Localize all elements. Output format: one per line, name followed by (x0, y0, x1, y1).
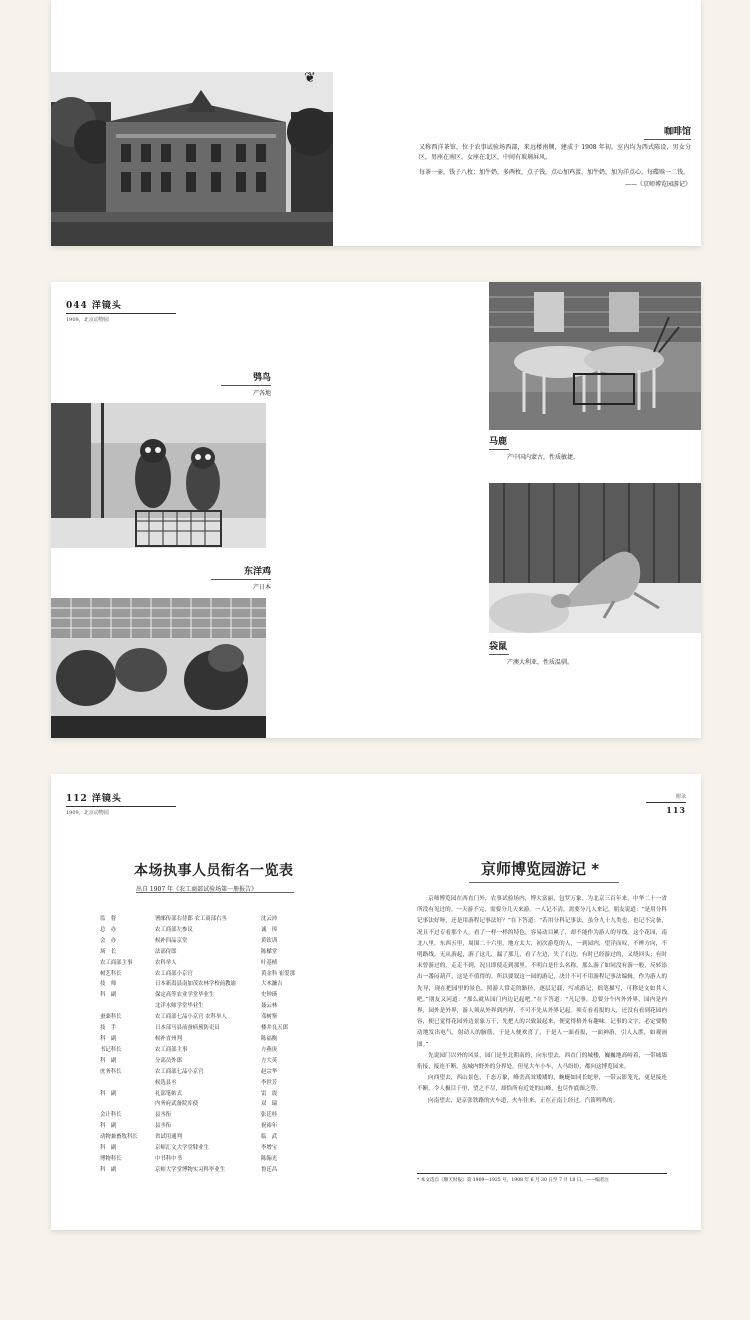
spread-cafe (51, 0, 701, 246)
staff-row (100, 1165, 321, 1176)
staff-rank: 保定高等农业学堂毕业生 (155, 992, 215, 999)
staff-rank: 日本部马县前蚕病预防吏员 (155, 1025, 220, 1032)
staff-name: 鲁廷昌 (261, 1166, 278, 1173)
staff-name: 诚 璋 (261, 926, 278, 933)
staff-position: 场 长 (100, 948, 117, 955)
caption-text: 产中国内蒙古，性质敏捷。 (507, 454, 580, 461)
staff-name: 黄金科 崔爱那 (261, 970, 296, 977)
staff-position: 科 副 (100, 1123, 117, 1130)
staff-list-subtitle: 出自 1907 年《农工商部试验场第一册报告》 (136, 886, 258, 893)
staff-position: 技 师 (100, 981, 117, 988)
caption-rule (221, 385, 271, 386)
page-header-left (66, 298, 176, 323)
essay-paragraph: 向南望去，是京张铁路的火车道，火车往来，正在正南上经过，汽笛鸣鸣的。 (428, 1097, 619, 1104)
staff-name: 黄钦训 (261, 937, 278, 944)
staff-name: 双 瑞 (261, 1101, 278, 1108)
staff-row (100, 914, 321, 925)
staff-position: 科 副 (100, 1090, 117, 1097)
corner-flourish-icon: ❦ (304, 70, 316, 86)
caption-text: 产日本 (252, 584, 271, 591)
staff-rank: 分部员外郎 (155, 1057, 182, 1064)
staff-name: 邓树鉴 (261, 1014, 278, 1021)
staff-rank: 县丞衔 (155, 1123, 172, 1130)
caption-rule (644, 139, 691, 140)
staff-rank: 日本新潟县南加茂农林学校前教谕 (155, 981, 236, 988)
staff-position: 蚕桑科长 (100, 1014, 122, 1021)
staff-rank: 礼部笔帖式 (155, 1090, 182, 1097)
page-header-left (66, 791, 176, 816)
caption-title: 袋鼠 (489, 642, 508, 652)
page-subtitle: 1909，北京动物园 (66, 810, 109, 816)
staff-rank: 京师大学堂博物实习科毕业生 (155, 1166, 226, 1173)
staff-name: 大木濂吉 (261, 981, 283, 988)
staff-row (100, 1001, 321, 1012)
staff-row (100, 1132, 321, 1143)
staff-rank: 署邮传部右侍郎 农工商部右丞 (155, 916, 227, 922)
staff-rank: 农工商部主事 (155, 1046, 188, 1053)
staff-rank: 农科举人 (155, 959, 177, 966)
staff-position: 会计科长 (100, 1112, 122, 1119)
caption-text: 产各地 (252, 390, 271, 397)
staff-name: 史钟瑛 (261, 992, 278, 999)
caption-paragraph: 每茶一壶，钱子八枚；加牛奶，多两枚，点子钱，点心加鸡蛋、加牛奶，加为洋点心，每碟赎一二钱。 (419, 169, 690, 177)
photo-deer (489, 282, 701, 430)
cafe-caption (419, 124, 691, 189)
essay-paragraph: 京师博览园在西直门外，农事试验场内，博大富丽，包罗万象，为北京三百年来，中华二十一省所没有见过的。一天游不完，需要分几天来游。一人记不清，需要分几人来记。朋友说道：“是用分科记事法好呀，还是用游程记事法好？”在下答道：“若用分科记事法，虽分九十九类也，也记不完备，况且不过专看那个人，看了一样一样的特色，容易动目累了，却不能作为游人的导线。这个花园，南北八里，东西五里，周围二十六里，地方太大，初次游览的人，一到园内，望洋而叹，不辨方向，不明路线，无从游起，游了这儿，漏了那儿，看了左边，失了右边，有时已经游过的，又绕回头；有时未曾游过的，走走不到，况且即使走到那里，不明白是什么名称，那么游了如同没有游一般，反转添出一番闷葫芦，这是不值得的。所以要叙这一园的游记，决计不可不用游程记事法编辑，作为游人的先导，现在把园里的景色，照游人常走的路径，逐层记载，写成游记，拙笔描写，可称是文如其人吧。”朋友又问道：“那么就从园门内边记起吧。”在下答道：“凡记事，总要分个内外外界，园内是内界，园外是外界，游人须从外界到内界，不可不先从外界记起。须专看看报的人，还没有看到花园内容，便已觉得花园外边景象万千，先把人的兴致鼓起来，便觉得格外有趣味。记事的文字，必定要勒动地发出电气，射动人的脑筋，于是人便欢喜了，于是人一面看报，一面神游，引人入胜，如观画图。” (417, 896, 667, 1048)
staff-row (100, 1143, 321, 1154)
page-subtitle: 1909，北京动物园 (66, 317, 109, 323)
staff-position (100, 1001, 155, 1012)
essay-paragraph: 先说园门以外的风景，园门是坐北朝南的，向东望去，西直门的城楼，巍巍地高峙着，一带城墙衔接，接连不断，虽城内野外的分界处，但见大车小车，人马纷纷，都向这博览园来。 (417, 1052, 667, 1071)
header-rule (66, 806, 176, 807)
staff-name: 聂云林 (261, 1003, 278, 1010)
caption-rule (211, 579, 271, 580)
staff-row (100, 947, 321, 958)
staff-name: 楼井良五郎 (261, 1025, 288, 1032)
staff-position: 树艺科长 (100, 970, 122, 977)
caption-paragraph: 又称西洋茶馆，位于农事试验场西部，来远楼南侧，建成于 1908 年初。室内均为西式陈设，男女分区，男座在南区，女座在北区，中间有玻璃屏风。 (419, 144, 691, 161)
footnote-rule (417, 1173, 667, 1174)
staff-row (100, 1121, 321, 1132)
photo-kangaroo (489, 483, 701, 633)
staff-name: 李增宝 (261, 1145, 278, 1152)
staff-rank: 法部侍郎 (155, 948, 177, 955)
staff-position: 科 副 (100, 1145, 117, 1152)
page-header-right (646, 793, 686, 815)
page-number: 112 洋镜头 (66, 794, 122, 804)
deer-caption (489, 434, 619, 463)
staff-row (100, 1110, 321, 1121)
staff-rank: 农工商部七品小京官 (155, 1068, 204, 1075)
staff-row (100, 1089, 321, 1100)
page-number: 113 (666, 805, 686, 815)
caption-title: 马鹿 (489, 437, 508, 447)
staff-row (100, 1067, 321, 1078)
section-label: 附录 (675, 794, 686, 800)
caption-title: 咖啡馆 (663, 127, 691, 137)
staff-position: 总 办 (100, 926, 117, 933)
header-rule (646, 802, 686, 803)
staff-rank: 农工商部七品小京官 农科举人 (155, 1014, 227, 1021)
caption-rule (489, 654, 509, 655)
staff-rank: 农工商部小京官 (155, 970, 193, 977)
staff-rank: 候补四品京堂 (155, 937, 188, 944)
staff-row (100, 969, 321, 980)
staff-position: 动物兼畜牧科长 (100, 1134, 138, 1141)
staff-rank: 中书科中书 (155, 1155, 182, 1162)
spread-appendix (51, 774, 701, 1230)
staff-position (100, 1099, 155, 1110)
staff-name: 李世芳 (261, 1079, 278, 1086)
staff-position: 科 副 (100, 992, 117, 999)
essay-title: 京师博览园游记 * (481, 860, 600, 878)
staff-row (100, 1012, 321, 1023)
staff-position: 博物科长 (100, 1155, 122, 1162)
subtitle-rule (136, 892, 294, 893)
staff-name: 叶基桢 (261, 959, 278, 966)
staff-rank: 京师汇文大学堂肄业生 (155, 1145, 209, 1152)
staff-row (100, 958, 321, 969)
staff-name: 方燕庚 (261, 1046, 278, 1053)
staff-rank: 内务府武备院库使 (155, 1101, 199, 1108)
staff-rank: 农工商部左参议 (155, 926, 193, 933)
staff-position: 科 副 (100, 1035, 117, 1042)
footnote: * 本文选自《顺天时报》第 1909—1925 号，1908 年 6 月 30 日至 7 月 18 日。——编者注 (417, 1178, 609, 1183)
staff-position: 会 办 (100, 937, 117, 944)
staff-row (100, 925, 321, 936)
staff-row (100, 1034, 321, 1045)
staff-row (100, 1078, 321, 1089)
staff-position: 技 手 (100, 1025, 117, 1032)
staff-row (100, 1045, 321, 1056)
staff-name: 祝裕年 (261, 1123, 278, 1130)
caption-text: 产澳大利亚，性质温驯。 (507, 659, 574, 666)
staff-position (100, 1078, 155, 1089)
staff-rank: 候选县丞 (155, 1079, 177, 1086)
staff-position: 书记科长 (100, 1046, 122, 1053)
staff-row (100, 936, 321, 947)
page-number: 044 洋镜头 (66, 301, 122, 311)
photo-owls (51, 403, 266, 548)
staff-rank: 候补直州判 (155, 1035, 182, 1042)
staff-position: 监 督 (100, 916, 117, 922)
turkey-caption (211, 564, 271, 593)
staff-name: 陈樑堂 (261, 948, 278, 955)
staff-row (100, 1154, 321, 1165)
photo-turkeys (51, 598, 266, 738)
spread-animals (51, 282, 701, 738)
staff-name: 赵宗华 (261, 1068, 278, 1075)
kangaroo-caption (489, 639, 619, 668)
staff-list (100, 914, 321, 1176)
caption-source: ——《京师博览园游记》 (624, 180, 691, 188)
essay-paragraph: 向西望去，西山景色，千态万象，峰峦高耸矮矮的，蜿蜒如同长蛇形，一带云影笼光，更是接连不断，令人极目千里，望之不尽，却恰所有近处的山峰，也尽作底图之势。 (417, 1075, 667, 1093)
staff-name: 陈福衡 (261, 1035, 278, 1042)
staff-name: 方大英 (261, 1057, 278, 1064)
photo-cafe-building (51, 72, 333, 246)
caption-title: 鸮鸟 (252, 373, 271, 383)
staff-position: 庶务科长 (100, 1068, 122, 1075)
staff-position: 科 副 (100, 1057, 117, 1064)
owl-caption (221, 370, 271, 399)
staff-name: 沈云沛 (261, 916, 278, 922)
staff-row (100, 1023, 321, 1034)
staff-list-title: 本场执事人员衔名一览表 (134, 863, 294, 879)
staff-row (100, 979, 321, 990)
essay-title-rule (469, 882, 619, 883)
staff-name: 陈翰光 (261, 1155, 278, 1162)
staff-rank: 北洋水师学堂毕业生 (155, 1003, 204, 1010)
staff-name: 雷 震 (261, 1090, 278, 1097)
staff-name: 张廷桂 (261, 1112, 278, 1119)
staff-row (100, 1099, 321, 1110)
caption-title: 东洋鸡 (243, 567, 271, 577)
staff-name: 临 武 (261, 1134, 278, 1141)
header-rule (66, 313, 176, 314)
staff-position: 农工商部主事 (100, 959, 133, 966)
staff-rank: 省试用通判 (155, 1134, 182, 1141)
caption-rule (489, 449, 509, 450)
staff-row (100, 1056, 321, 1067)
staff-position: 科 副 (100, 1166, 117, 1173)
essay-body (417, 894, 667, 1174)
staff-row (100, 990, 321, 1001)
staff-rank: 县丞衔 (155, 1112, 172, 1119)
